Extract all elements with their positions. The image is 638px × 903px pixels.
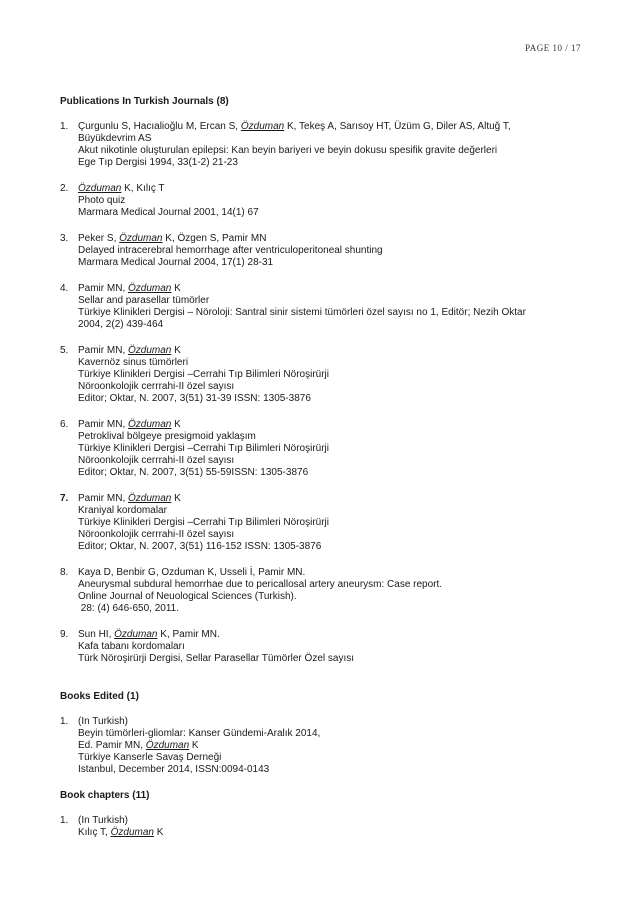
authors-line: Özduman K, Kılıç T (78, 183, 165, 194)
entry-line: Istanbul, December 2014, ISSN:0094-0143 (78, 764, 270, 775)
item-number: 4. (60, 283, 69, 294)
entry-line: (In Turkish) (78, 716, 129, 727)
entry-line: Editor; Oktar, N. 2007, 3(51) 55-59ISSN: 1305-3876 (78, 467, 309, 478)
authors-line: Pamir MN, Özduman K (78, 283, 181, 294)
item-number: 2. (60, 183, 69, 194)
list-item (60, 567, 580, 615)
list-item (60, 815, 580, 839)
entry-line: (In Turkish) (78, 815, 129, 826)
entry-line: Editor; Oktar, N. 2007, 3(51) 116-152 ISSN: 1305-3876 (78, 541, 322, 552)
entry-line: Nöroonkolojik cerrrahi-II özel sayısı (78, 381, 235, 392)
entry-line: Beyin tümörleri-gliomlar: Kanser Gündemi-Aralık 2014, (78, 728, 321, 739)
list-item (60, 419, 580, 479)
entry-line: Sellar and parasellar tümörler (78, 295, 210, 306)
list-item (60, 183, 580, 219)
authors-line: Pamir MN, Özduman K (78, 419, 181, 430)
list-item (60, 493, 580, 553)
authors-line: Çurgunlu S, Hacıalioğlu M, Ercan S, Özduman K, Tekeş A, Sarısoy HT, Üzüm G, Diler AS, Altuğ T, (78, 121, 511, 132)
entry-line: Online Journal of Neuological Sciences (Turkish). (78, 591, 297, 602)
list-item (60, 716, 580, 776)
list-item (60, 121, 580, 169)
authors-line: Pamir MN, Özduman K (78, 345, 181, 356)
entry-line: 28: (4) 646-650, 2011. (78, 603, 179, 614)
entry-line: Akut nikotinle oluşturulan epilepsi: Kan beyin bariyeri ve beyin dokusu spesifik gravite değerleri (78, 145, 498, 156)
entry-line: Ege Tıp Dergisi 1994, 33(1-2) 21-23 (78, 157, 238, 168)
page-number: PAGE 10 / 17 (525, 43, 581, 53)
item-number: 9. (60, 629, 69, 640)
entry-line: Marmara Medical Journal 2001, 14(1) 67 (78, 207, 259, 218)
item-number: 1. (60, 121, 69, 132)
entry-line: Photo quiz (78, 195, 126, 206)
item-number: 1. (60, 716, 69, 727)
list-item (60, 345, 580, 405)
list-item (60, 283, 580, 331)
authors-line: Kaya D, Benbir G, Ozduman K, Usseli İ, Pamir MN. (78, 567, 306, 578)
entry-line: Nöroonkolojik cerrrahi-II özel sayısı (78, 455, 235, 466)
item-number: 3. (60, 233, 69, 244)
entry-line: Marmara Medical Journal 2004, 17(1) 28-31 (78, 257, 274, 268)
entry-line: Türk Nöroşirürji Dergisi, Sellar Parasellar Tümörler Özel sayısı (78, 653, 354, 664)
entry-line: Delayed intracerebral hemorrhage after ventriculoperitoneal shunting (78, 245, 383, 256)
entry-line: Editor; Oktar, N. 2007, 3(51) 31-39 ISSN: 1305-3876 (78, 393, 311, 404)
authors-line: Kılıç T, Özduman K (78, 827, 164, 838)
entry-line: Türkiye Klinikleri Dergisi –Cerrahi Tıp Bilimleri Nöroşirürji (78, 369, 329, 380)
entry-line: Büyükdevrim AS (78, 133, 152, 144)
document-body (60, 96, 580, 853)
item-number: 1. (60, 815, 69, 826)
entry-line: 2004, 2(2) 439-464 (78, 319, 164, 330)
entry-line: Aneurysmal subdural hemorrhae due to pericallosal artery aneurysm: Case report. (78, 579, 443, 590)
entry-line: Petroklival bölgeye presigmoid yaklaşım (78, 431, 256, 442)
entry-line: Nöroonkolojik cerrrahi-II özel sayısı (78, 529, 235, 540)
item-number: 7. (60, 493, 69, 504)
list-item (60, 233, 580, 269)
entry-line: Türkiye Klinikleri Dergisi – Nöroloji: Santral sinir sistemi tümörleri özel sayısı no 1, Editör; Nezih Oktar (78, 307, 526, 318)
item-number: 5. (60, 345, 69, 356)
item-number: 6. (60, 419, 69, 430)
authors-line: Peker S, Özduman K, Özgen S, Pamir MN (78, 233, 267, 244)
authors-line: Sun HI, Özduman K, Pamir MN. (78, 629, 220, 640)
list-item (60, 629, 580, 665)
entry-line: Türkiye Klinikleri Dergisi –Cerrahi Tıp Bilimleri Nöroşirürji (78, 517, 329, 528)
section-heading-turkish-journals: Publications In Turkish Journals (8) (60, 96, 229, 107)
authors-line: Ed. Pamir MN, Özduman K (78, 740, 199, 751)
section-heading-book-chapters: Book chapters (11) (60, 790, 150, 801)
entry-line: Kraniyal kordomalar (78, 505, 167, 516)
entry-line: Türkiye Kanserle Savaş Derneği (78, 752, 222, 763)
authors-line: Pamir MN, Özduman K (78, 493, 181, 504)
entry-line: Kavernöz sinus tümörleri (78, 357, 189, 368)
entry-line: Kafa tabanı kordomaları (78, 641, 185, 652)
section-heading-books-edited: Books Edited (1) (60, 691, 139, 702)
entry-line: Türkiye Klinikleri Dergisi –Cerrahi Tıp Bilimleri Nöroşirürji (78, 443, 329, 454)
item-number: 8. (60, 567, 69, 578)
